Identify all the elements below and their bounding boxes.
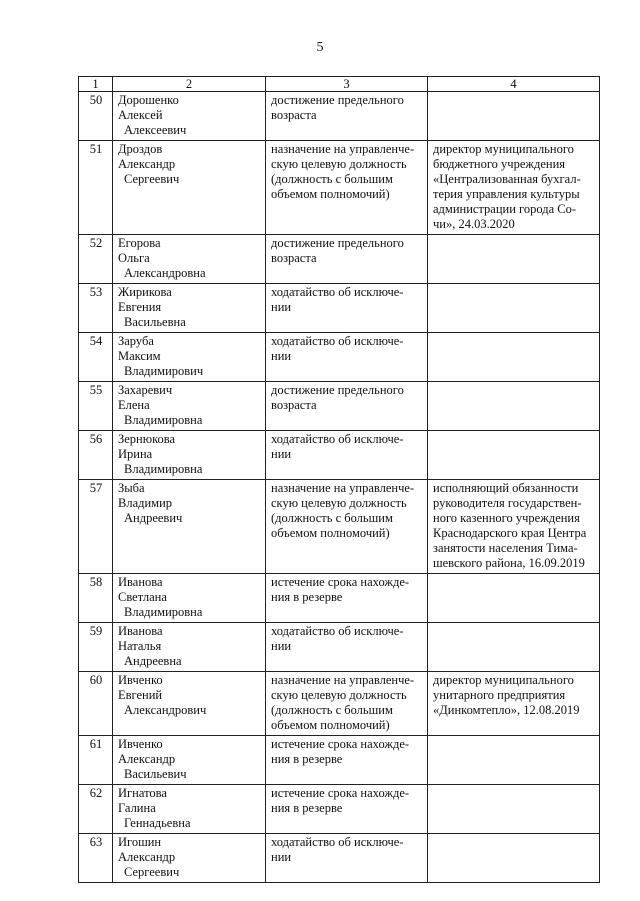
appointment-note-cell	[428, 284, 600, 333]
exclusion-reason-cell	[266, 141, 428, 235]
appointment-note-line: бюджетного учреждения	[433, 157, 566, 171]
appointment-note-cell	[428, 834, 600, 883]
exclusion-reason-cell	[266, 623, 428, 672]
appointment-note-line: исполняющий обязанности	[433, 481, 579, 495]
person-name-line: Владимировна	[124, 462, 203, 476]
person-name-line: Елена	[118, 398, 150, 412]
exclusion-reason-line: ходатайство об исключе-	[271, 432, 404, 446]
appointment-note-line: унитарного предприятия	[433, 688, 566, 702]
row-number: 63	[79, 834, 113, 883]
appointment-note-cell	[428, 672, 600, 736]
row-number: 60	[79, 672, 113, 736]
person-name-cell	[113, 284, 266, 333]
person-name-line: Ирина	[118, 447, 153, 461]
appointment-note-cell	[428, 382, 600, 431]
appointment-note-cell	[428, 574, 600, 623]
exclusion-reason-line: скую целевую должность	[271, 496, 407, 510]
person-name-line: Геннадьевна	[124, 816, 191, 830]
appointment-note-line: шевского района, 16.09.2019	[433, 556, 585, 570]
table-row	[79, 333, 600, 382]
table-row	[79, 284, 600, 333]
exclusion-reason-cell	[266, 431, 428, 480]
appointment-note-cell	[428, 92, 600, 141]
table-header-row	[79, 77, 600, 92]
exclusion-reason-line: ходатайство об исключе-	[271, 624, 404, 638]
exclusion-reason-line: нии	[271, 639, 292, 653]
person-name-line: Иванова	[118, 575, 163, 589]
table-row	[79, 736, 600, 785]
person-name-cell	[113, 141, 266, 235]
exclusion-reason-line: (должность с большим	[271, 511, 393, 525]
exclusion-reason-line: нии	[271, 349, 292, 363]
exclusion-reason-line: нии	[271, 447, 292, 461]
exclusion-reason-line: ния в резерве	[271, 752, 343, 766]
person-name-line: Ивченко	[118, 673, 163, 687]
exclusion-reason-line: (должность с большим	[271, 703, 393, 717]
person-name-line: Захаревич	[118, 383, 173, 397]
row-number: 51	[79, 141, 113, 235]
person-name-line: Игошин	[118, 835, 162, 849]
exclusion-reason-line: ния в резерве	[271, 801, 343, 815]
exclusion-reason-line: скую целевую должность	[271, 157, 407, 171]
person-name-line: Александровна	[124, 266, 206, 280]
row-number: 55	[79, 382, 113, 431]
person-name-line: Светлана	[118, 590, 167, 604]
table-row	[79, 623, 600, 672]
exclusion-reason-line: возраста	[271, 251, 317, 265]
exclusion-reason-line: объемом полномочий)	[271, 718, 390, 732]
person-name-line: Андреевна	[124, 654, 182, 668]
row-number: 62	[79, 785, 113, 834]
person-name-line: Максим	[118, 349, 161, 363]
exclusion-reason-line: объемом полномочий)	[271, 526, 390, 540]
table-row	[79, 141, 600, 235]
person-name-line: Жирикова	[118, 285, 172, 299]
exclusion-reason-line: ния в резерве	[271, 590, 343, 604]
exclusion-reason-line: объемом полномочий)	[271, 187, 390, 201]
exclusion-reason-cell	[266, 382, 428, 431]
exclusion-reason-line: нии	[271, 300, 292, 314]
person-name-line: Владимировна	[124, 605, 203, 619]
table-row	[79, 672, 600, 736]
person-name-line: Александр	[118, 157, 176, 171]
row-number: 50	[79, 92, 113, 141]
exclusion-reason-line: назначение на управленче-	[271, 673, 415, 687]
exclusion-reason-cell	[266, 333, 428, 382]
exclusion-reason-line: истечение срока нахожде-	[271, 786, 410, 800]
exclusion-reason-cell	[266, 480, 428, 574]
person-name-line: Андреевич	[124, 511, 183, 525]
exclusion-reason-cell	[266, 284, 428, 333]
person-name-line: Васильевич	[124, 767, 187, 781]
person-name-line: Зыба	[118, 481, 145, 495]
appointment-note-line: Краснодарского края Центра	[433, 526, 587, 540]
exclusion-reason-line: (должность с большим	[271, 172, 393, 186]
table-row	[79, 431, 600, 480]
person-name-cell	[113, 623, 266, 672]
person-name-line: Васильевна	[124, 315, 186, 329]
person-name-line: Владимир	[118, 496, 173, 510]
row-number: 59	[79, 623, 113, 672]
appointment-note-line: терия управления культуры	[433, 187, 580, 201]
table-row	[79, 235, 600, 284]
appointment-note-line: «Динкомтепло», 12.08.2019	[433, 703, 580, 717]
header-cell: 2	[113, 77, 266, 92]
appointment-note-line: чи», 24.03.2020	[433, 217, 515, 231]
person-name-line: Евгения	[118, 300, 162, 314]
appointment-note-line: ного казенного учреждения	[433, 511, 580, 525]
exclusion-reason-line: достижение предельного	[271, 383, 404, 397]
person-name-line: Алексеевич	[124, 123, 187, 137]
exclusion-reason-cell	[266, 235, 428, 284]
appointment-note-cell	[428, 736, 600, 785]
exclusion-reason-cell	[266, 785, 428, 834]
exclusion-reason-cell	[266, 834, 428, 883]
person-name-line: Владимирович	[124, 364, 204, 378]
appointment-note-cell	[428, 623, 600, 672]
person-name-line: Ивченко	[118, 737, 163, 751]
reserve-table	[78, 76, 600, 883]
person-name-line: Сергеевич	[124, 172, 180, 186]
exclusion-reason-line: возраста	[271, 108, 317, 122]
person-name-cell	[113, 480, 266, 574]
row-number: 53	[79, 284, 113, 333]
row-number: 56	[79, 431, 113, 480]
table-row	[79, 382, 600, 431]
person-name-line: Ольга	[118, 251, 150, 265]
exclusion-reason-cell	[266, 736, 428, 785]
row-number: 58	[79, 574, 113, 623]
exclusion-reason-line: назначение на управленче-	[271, 142, 415, 156]
table-row	[79, 574, 600, 623]
exclusion-reason-line: достижение предельного	[271, 236, 404, 250]
person-name-line: Дорошенко	[118, 93, 179, 107]
appointment-note-cell	[428, 431, 600, 480]
exclusion-reason-line: ходатайство об исключе-	[271, 835, 404, 849]
appointment-note-cell	[428, 333, 600, 382]
appointment-note-cell	[428, 480, 600, 574]
appointment-note-cell	[428, 785, 600, 834]
exclusion-reason-line: возраста	[271, 398, 317, 412]
exclusion-reason-line: истечение срока нахожде-	[271, 737, 410, 751]
table-row	[79, 480, 600, 574]
header-cell: 1	[79, 77, 113, 92]
person-name-cell	[113, 574, 266, 623]
person-name-cell	[113, 834, 266, 883]
person-name-line: Александр	[118, 850, 176, 864]
person-name-line: Наталья	[118, 639, 162, 653]
person-name-cell	[113, 333, 266, 382]
row-number: 57	[79, 480, 113, 574]
header-cell: 3	[266, 77, 428, 92]
page-number: 5	[316, 40, 324, 55]
person-name-cell	[113, 785, 266, 834]
table-row	[79, 92, 600, 141]
person-name-line: Александрович	[124, 703, 207, 717]
person-name-line: Игнатова	[118, 786, 167, 800]
exclusion-reason-line: назначение на управленче-	[271, 481, 415, 495]
appointment-note-cell	[428, 141, 600, 235]
person-name-cell	[113, 736, 266, 785]
person-name-line: Галина	[118, 801, 156, 815]
person-name-cell	[113, 92, 266, 141]
row-number: 54	[79, 333, 113, 382]
person-name-cell	[113, 235, 266, 284]
person-name-line: Александр	[118, 752, 176, 766]
exclusion-reason-cell	[266, 672, 428, 736]
person-name-cell	[113, 382, 266, 431]
appointment-note-cell	[428, 235, 600, 284]
exclusion-reason-line: нии	[271, 850, 292, 864]
person-name-line: Евгений	[118, 688, 163, 702]
person-name-line: Егорова	[118, 236, 161, 250]
exclusion-reason-cell	[266, 574, 428, 623]
appointment-note-line: «Централизованная бухгал-	[433, 172, 581, 186]
appointment-note-line: занятости населения Тима-	[433, 541, 578, 555]
person-name-line: Сергеевич	[124, 865, 180, 879]
table-row	[79, 785, 600, 834]
person-name-line: Алексей	[118, 108, 163, 122]
exclusion-reason-line: достижение предельного	[271, 93, 404, 107]
exclusion-reason-line: ходатайство об исключе-	[271, 334, 404, 348]
appointment-note-line: администрации города Со-	[433, 202, 577, 216]
person-name-line: Дроздов	[118, 142, 163, 156]
exclusion-reason-cell	[266, 92, 428, 141]
person-name-cell	[113, 431, 266, 480]
exclusion-reason-line: ходатайство об исключе-	[271, 285, 404, 299]
appointment-note-line: директор муниципального	[433, 142, 574, 156]
header-cell: 4	[428, 77, 600, 92]
person-name-line: Заруба	[118, 334, 154, 348]
row-number: 52	[79, 235, 113, 284]
appointment-note-line: руководителя государствен-	[433, 496, 582, 510]
row-number: 61	[79, 736, 113, 785]
exclusion-reason-line: скую целевую должность	[271, 688, 407, 702]
person-name-line: Владимировна	[124, 413, 203, 427]
person-name-line: Зернюкова	[118, 432, 176, 446]
appointment-note-line: директор муниципального	[433, 673, 574, 687]
exclusion-reason-line: истечение срока нахожде-	[271, 575, 410, 589]
person-name-cell	[113, 672, 266, 736]
person-name-line: Иванова	[118, 624, 163, 638]
table-row	[79, 834, 600, 883]
